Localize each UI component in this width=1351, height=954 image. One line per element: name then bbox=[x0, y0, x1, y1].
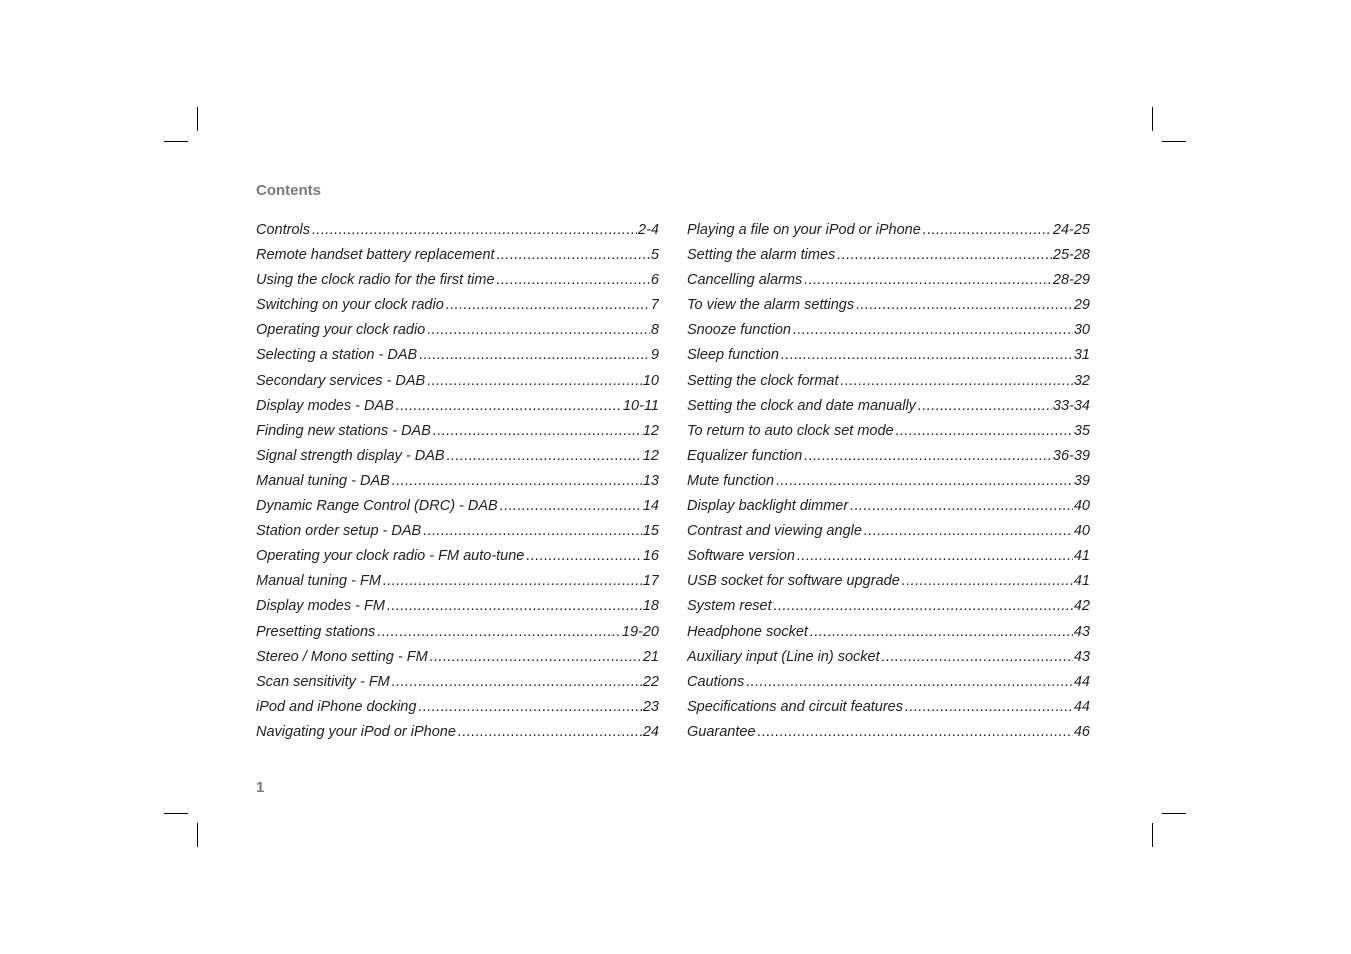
toc-entry-page: 46 bbox=[1073, 723, 1090, 740]
toc-dot-leader bbox=[387, 594, 642, 619]
crop-mark-top-right-vertical bbox=[1152, 107, 1153, 131]
toc-entry-page: 39 bbox=[1073, 472, 1090, 489]
contents-heading: Contents bbox=[256, 182, 321, 199]
toc-entry-page: 17 bbox=[642, 573, 659, 590]
toc-entry-page: 36-39 bbox=[1052, 447, 1090, 464]
toc-entry-title: Software version bbox=[687, 548, 795, 565]
toc-entry-page: 32 bbox=[1073, 372, 1090, 389]
toc-entry-page: 14 bbox=[642, 498, 659, 515]
toc-entry[interactable] bbox=[256, 720, 659, 745]
toc-entry-title: Manual tuning - FM bbox=[256, 573, 381, 590]
toc-entry-title: Sleep function bbox=[687, 347, 779, 364]
toc-dot-leader bbox=[902, 569, 1073, 594]
toc-entry-title: Secondary services - DAB bbox=[256, 372, 426, 389]
toc-dot-leader bbox=[804, 268, 1052, 293]
toc-entry[interactable] bbox=[256, 218, 659, 243]
toc-entry-title: Contrast and viewing angle bbox=[687, 523, 862, 540]
toc-entry-title: Scan sensitivity - FM bbox=[256, 673, 390, 690]
toc-entry[interactable] bbox=[687, 544, 1090, 569]
toc-entry-page: 2-4 bbox=[638, 222, 659, 238]
toc-dot-leader bbox=[396, 394, 622, 419]
toc-entry[interactable] bbox=[687, 243, 1090, 268]
toc-entry-page: 13 bbox=[642, 472, 659, 489]
toc-entry[interactable] bbox=[256, 494, 659, 519]
toc-dot-leader bbox=[497, 268, 650, 293]
toc-entry-title: Station order setup - DAB bbox=[256, 523, 422, 540]
toc-entry-title: Stereo / Mono setting - FM bbox=[256, 648, 428, 665]
toc-entry-page: 25-28 bbox=[1052, 247, 1090, 264]
toc-entry-title: Display modes - DAB bbox=[256, 397, 394, 414]
toc-entry-title: Finding new stations - DAB bbox=[256, 422, 431, 439]
toc-entry-page: 18 bbox=[642, 598, 659, 615]
toc-dot-leader bbox=[864, 519, 1073, 544]
toc-dot-leader bbox=[430, 645, 642, 670]
toc-dot-leader bbox=[781, 343, 1073, 368]
toc-entry-title: Remote handset battery replacement bbox=[256, 247, 495, 264]
toc-entry-page: 43 bbox=[1073, 648, 1090, 665]
toc-entry-title: Dynamic Range Control (DRC) - DAB bbox=[256, 498, 498, 515]
toc-dot-leader bbox=[427, 318, 650, 343]
toc-entry-page: 15 bbox=[642, 523, 659, 540]
toc-entry[interactable] bbox=[687, 419, 1090, 444]
toc-entry-title: Switching on your clock radio bbox=[256, 297, 444, 314]
crop-mark-top-left-vertical bbox=[197, 107, 198, 131]
toc-entry-title: Auxiliary input (Line in) socket bbox=[687, 648, 880, 665]
toc-entry-title: Manual tuning - DAB bbox=[256, 472, 390, 489]
toc-entry-page: 30 bbox=[1073, 322, 1090, 339]
toc-entry-page: 10-11 bbox=[622, 397, 659, 414]
toc-entry-title: Mute function bbox=[687, 472, 775, 489]
toc-entry-title: Controls bbox=[256, 222, 310, 238]
toc-entry-page: 7 bbox=[650, 297, 659, 314]
toc-entry[interactable] bbox=[256, 243, 659, 268]
toc-entry-page: 24-25 bbox=[1052, 222, 1090, 238]
toc-entry[interactable] bbox=[256, 469, 659, 494]
toc-entry[interactable] bbox=[687, 318, 1090, 343]
toc-entry-title: Selecting a station - DAB bbox=[256, 347, 418, 364]
toc-dot-leader bbox=[392, 469, 642, 494]
toc-entry[interactable] bbox=[687, 695, 1090, 720]
toc-entry-title: Presetting stations bbox=[256, 623, 376, 640]
toc-dot-leader bbox=[500, 494, 642, 519]
toc-entry[interactable] bbox=[256, 695, 659, 720]
toc-entry-title: Snooze function bbox=[687, 322, 791, 339]
crop-mark-bottom-left-horizontal bbox=[164, 813, 188, 814]
toc-entry[interactable] bbox=[256, 569, 659, 594]
toc-dot-leader bbox=[447, 444, 642, 469]
toc-entry-page: 24 bbox=[642, 723, 659, 740]
toc-dot-leader bbox=[497, 243, 650, 268]
toc-entry-title: Guarantee bbox=[687, 723, 756, 740]
toc-dot-leader bbox=[923, 218, 1052, 243]
toc-dot-leader bbox=[746, 670, 1073, 695]
toc-entry[interactable] bbox=[687, 494, 1090, 519]
crop-mark-bottom-right-vertical bbox=[1152, 823, 1153, 847]
toc-entry[interactable] bbox=[256, 544, 659, 569]
toc-dot-leader bbox=[419, 343, 650, 368]
toc-entry[interactable] bbox=[687, 620, 1090, 645]
toc-dot-leader bbox=[774, 594, 1073, 619]
toc-entry-page: 21 bbox=[642, 648, 659, 665]
page-number: 1 bbox=[256, 779, 265, 796]
toc-right-column bbox=[687, 218, 1090, 745]
toc-dot-leader bbox=[758, 720, 1073, 745]
toc-entry-title: Using the clock radio for the first time bbox=[256, 272, 495, 289]
toc-entry-title: To return to auto clock set mode bbox=[687, 422, 894, 439]
toc-entry-title: Navigating your iPod or iPhone bbox=[256, 723, 456, 740]
toc-entry-title: Headphone socket bbox=[687, 623, 808, 640]
toc-entry-page: 19-20 bbox=[621, 623, 659, 640]
toc-dot-leader bbox=[837, 243, 1052, 268]
toc-entry[interactable] bbox=[687, 670, 1090, 695]
toc-entry[interactable] bbox=[687, 218, 1090, 243]
toc-entry-page: 9 bbox=[650, 347, 659, 364]
toc-dot-leader bbox=[797, 544, 1073, 569]
toc-dot-leader bbox=[793, 318, 1073, 343]
toc-dot-leader bbox=[882, 645, 1073, 670]
toc-entry[interactable] bbox=[687, 394, 1090, 419]
toc-dot-leader bbox=[377, 620, 621, 645]
toc-entry-page: 12 bbox=[642, 422, 659, 439]
toc-dot-leader bbox=[776, 469, 1073, 494]
crop-mark-top-right-horizontal bbox=[1162, 141, 1186, 142]
toc-entry-title: Setting the clock format bbox=[687, 372, 839, 389]
toc-entry-title: Playing a file on your iPod or iPhone bbox=[687, 222, 921, 238]
toc-entry[interactable] bbox=[687, 293, 1090, 318]
toc-dot-leader bbox=[312, 218, 637, 243]
toc-entry[interactable] bbox=[687, 343, 1090, 368]
toc-entry-page: 16 bbox=[642, 548, 659, 565]
toc-entry[interactable] bbox=[256, 369, 659, 394]
toc-dot-leader bbox=[841, 369, 1073, 394]
toc-entry-page: 42 bbox=[1073, 598, 1090, 615]
toc-dot-leader bbox=[804, 444, 1052, 469]
toc-entry-title: Setting the alarm times bbox=[687, 247, 836, 264]
toc-entry[interactable] bbox=[256, 444, 659, 469]
toc-entry-title: Operating your clock radio bbox=[256, 322, 426, 339]
toc-entry[interactable] bbox=[256, 645, 659, 670]
toc-entry-page: 44 bbox=[1073, 698, 1090, 715]
toc-entry-title: Cautions bbox=[687, 673, 745, 690]
toc-entry[interactable] bbox=[256, 268, 659, 293]
toc-entry-title: Display backlight dimmer bbox=[687, 498, 849, 515]
toc-entry-page: 40 bbox=[1073, 523, 1090, 540]
toc-entry-page: 23 bbox=[642, 698, 659, 715]
toc-entry-page: 29 bbox=[1073, 297, 1090, 314]
toc-entry[interactable] bbox=[256, 343, 659, 368]
toc-dot-leader bbox=[383, 569, 642, 594]
toc-dot-leader bbox=[526, 544, 641, 569]
toc-dot-leader bbox=[810, 620, 1073, 645]
toc-entry[interactable] bbox=[256, 670, 659, 695]
toc-entry[interactable] bbox=[687, 519, 1090, 544]
toc-entry-title: Signal strength display - DAB bbox=[256, 447, 445, 464]
toc-entry-title: Cancelling alarms bbox=[687, 272, 803, 289]
toc-entry[interactable] bbox=[687, 594, 1090, 619]
toc-dot-leader bbox=[418, 695, 641, 720]
toc-entry-title: Equalizer function bbox=[687, 447, 803, 464]
toc-entry-page: 44 bbox=[1073, 673, 1090, 690]
toc-entry-page: 10 bbox=[642, 372, 659, 389]
toc-entry[interactable] bbox=[256, 594, 659, 619]
toc-entry-title: USB socket for software upgrade bbox=[687, 573, 900, 590]
toc-entry[interactable] bbox=[687, 444, 1090, 469]
toc-dot-leader bbox=[446, 293, 650, 318]
toc-dot-leader bbox=[458, 720, 642, 745]
toc-dot-leader bbox=[423, 519, 642, 544]
toc-entry-page: 22 bbox=[642, 673, 659, 690]
toc-entry-title: Operating your clock radio - FM auto-tune bbox=[256, 548, 525, 565]
toc-entry-page: 41 bbox=[1073, 548, 1090, 565]
crop-mark-bottom-right-horizontal bbox=[1162, 813, 1186, 814]
toc-entry-page: 33-34 bbox=[1052, 397, 1090, 414]
toc-entry[interactable] bbox=[687, 569, 1090, 594]
toc-entry[interactable] bbox=[687, 268, 1090, 293]
crop-mark-bottom-left-vertical bbox=[197, 823, 198, 847]
toc-entry-page: 5 bbox=[650, 247, 659, 264]
toc-entry-title: Specifications and circuit features bbox=[687, 698, 903, 715]
toc-entry-page: 12 bbox=[642, 447, 659, 464]
toc-entry-page: 28-29 bbox=[1052, 272, 1090, 289]
toc-entry[interactable] bbox=[256, 519, 659, 544]
toc-entry-page: 40 bbox=[1073, 498, 1090, 515]
toc-dot-leader bbox=[850, 494, 1073, 519]
toc-entry[interactable] bbox=[687, 720, 1090, 745]
toc-entry-title: Display modes - FM bbox=[256, 598, 385, 615]
toc-dot-leader bbox=[392, 670, 642, 695]
toc-entry-page: 35 bbox=[1073, 422, 1090, 439]
toc-entry[interactable] bbox=[687, 469, 1090, 494]
toc-dot-leader bbox=[427, 369, 642, 394]
toc-entry[interactable] bbox=[256, 620, 659, 645]
crop-mark-top-left-horizontal bbox=[164, 141, 188, 142]
toc-entry[interactable] bbox=[687, 369, 1090, 394]
toc-entry-page: 31 bbox=[1073, 347, 1090, 364]
toc-entry-title: iPod and iPhone docking bbox=[256, 698, 417, 715]
toc-entry-page: 6 bbox=[650, 272, 659, 289]
toc-entry[interactable] bbox=[256, 419, 659, 444]
toc-entry-page: 43 bbox=[1073, 623, 1090, 640]
toc-dot-leader bbox=[896, 419, 1073, 444]
toc-entry[interactable] bbox=[256, 318, 659, 343]
toc-entry-title: To view the alarm settings bbox=[687, 297, 855, 314]
toc-left-column bbox=[256, 218, 659, 745]
toc-dot-leader bbox=[856, 293, 1073, 318]
toc-entry-title: System reset bbox=[687, 598, 772, 615]
toc-entry[interactable] bbox=[687, 645, 1090, 670]
toc-dot-leader bbox=[918, 394, 1052, 419]
toc-entry[interactable] bbox=[256, 394, 659, 419]
toc-entry-page: 41 bbox=[1073, 573, 1090, 590]
toc-dot-leader bbox=[433, 419, 642, 444]
toc-entry[interactable] bbox=[256, 293, 659, 318]
toc-entry-title: Setting the clock and date manually bbox=[687, 397, 916, 414]
toc-dot-leader bbox=[905, 695, 1073, 720]
toc-entry-page: 8 bbox=[650, 322, 659, 339]
